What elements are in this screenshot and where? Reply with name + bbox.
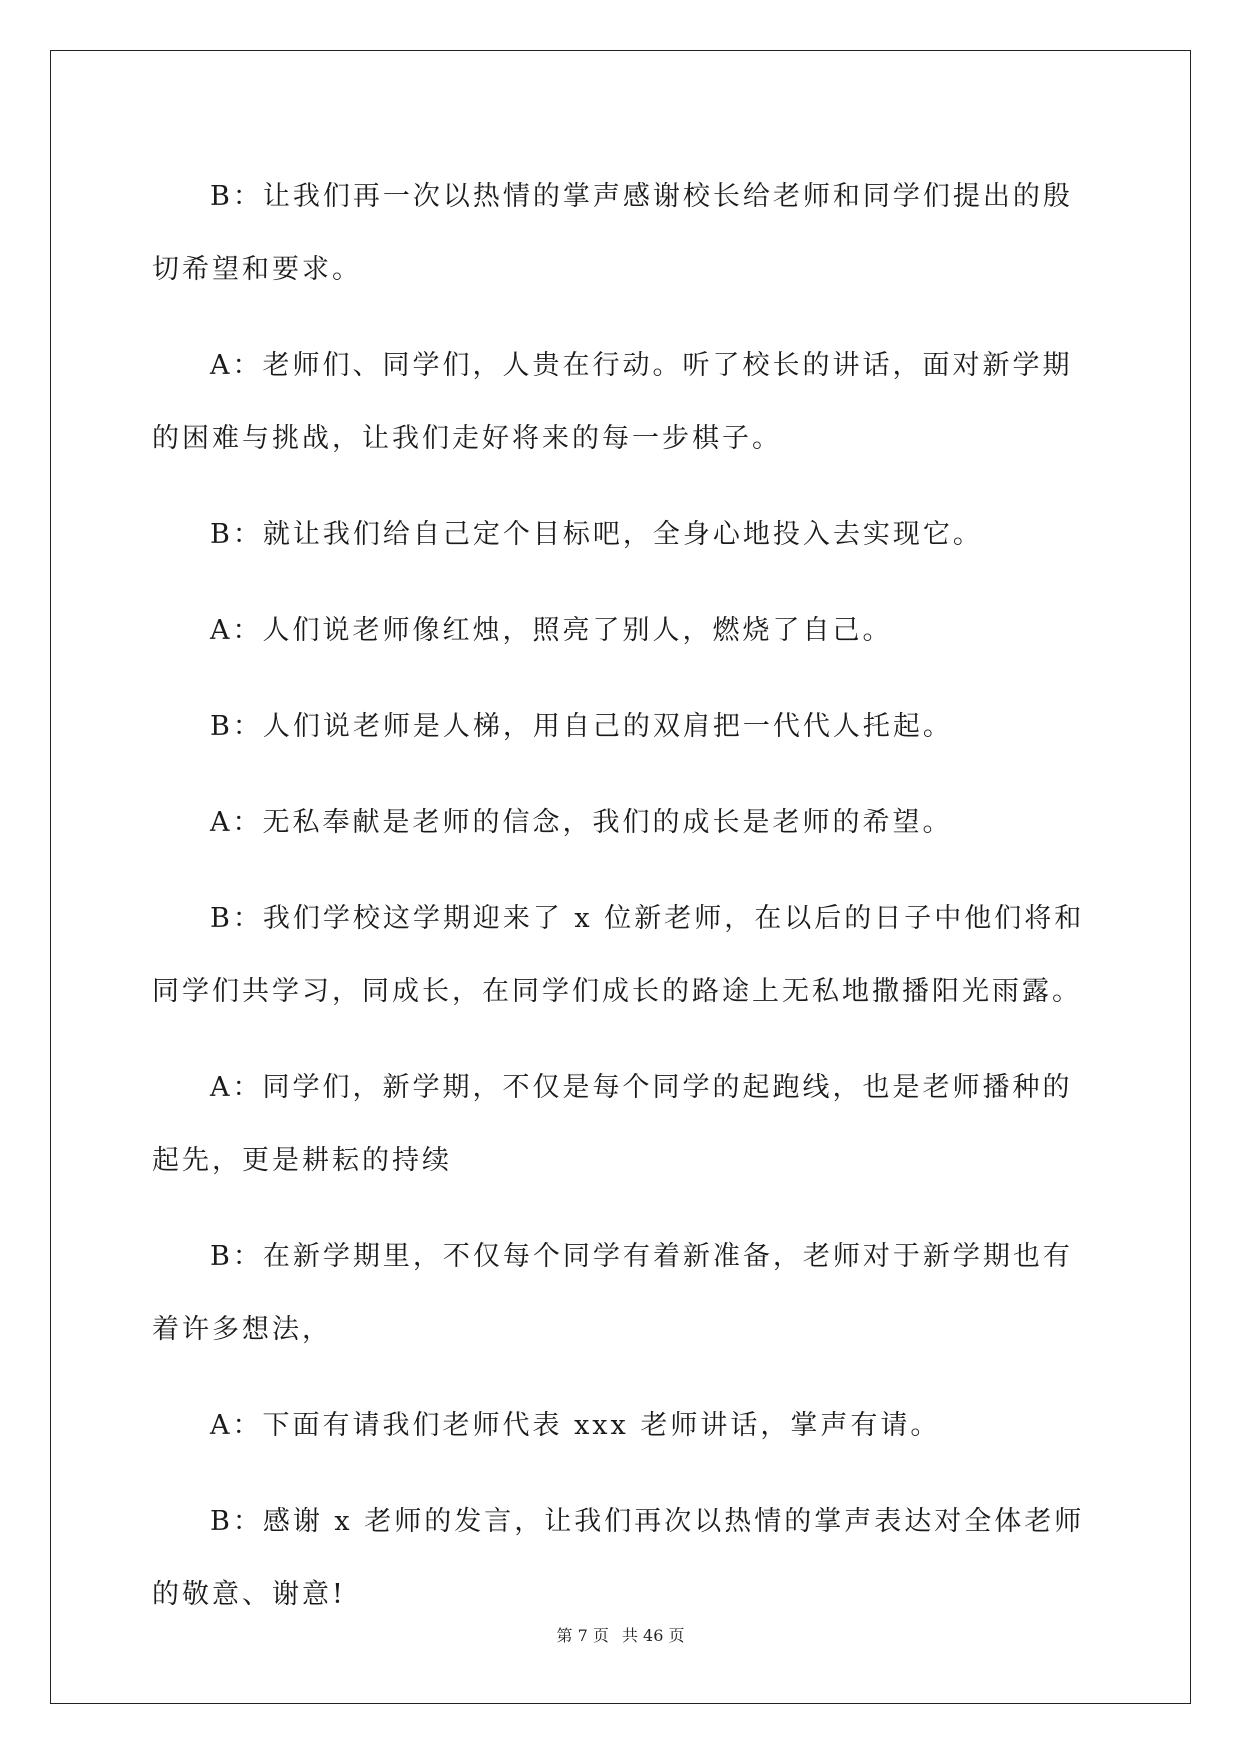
paragraph: B：人们说老师是人梯，用自己的双肩把一代代人托起。 <box>210 711 953 742</box>
total-page-count: 共 46 页 <box>621 1626 685 1645</box>
paragraph: B：让我们再一次以热情的掌声感谢校长给老师和同学们提出的殷切希望和要求。 <box>152 181 1073 285</box>
paragraph: B：我们学校这学期迎来了 x 位新老师，在以后的日子中他们将和同学们共学习，同成长，在同学们成长的路途上无私地撒播阳光雨露。 <box>152 903 1085 1007</box>
paragraph: B：在新学期里，不仅每个同学有着新准备，老师对于新学期也有着许多想法， <box>152 1241 1073 1345</box>
current-page-number: 第 7 页 <box>556 1626 609 1645</box>
paragraph: A：同学们，新学期，不仅是每个同学的起跑线，也是老师播种的起先，更是耕耘的持续 <box>152 1072 1073 1176</box>
page-footer <box>0 1623 1241 1646</box>
paragraph: B：就让我们给自己定个目标吧，全身心地投入去实现它。 <box>210 519 983 550</box>
document-body <box>152 160 1092 1654</box>
paragraph: B：感谢 x 老师的发言，让我们再次以热情的掌声表达对全体老师的敬意、谢意! <box>152 1506 1085 1610</box>
paragraph: A：下面有请我们老师代表 xxx 老师讲话，掌声有请。 <box>210 1410 941 1441</box>
paragraph: A：人们说老师像红烛，照亮了别人，燃烧了自己。 <box>210 615 893 646</box>
paragraph: A：老师们、同学们，人贵在行动。听了校长的讲话，面对新学期的困难与挑战，让我们走好将来的每一步棋子。 <box>152 350 1073 454</box>
paragraph: A：无私奉献是老师的信念，我们的成长是老师的希望。 <box>210 807 953 838</box>
